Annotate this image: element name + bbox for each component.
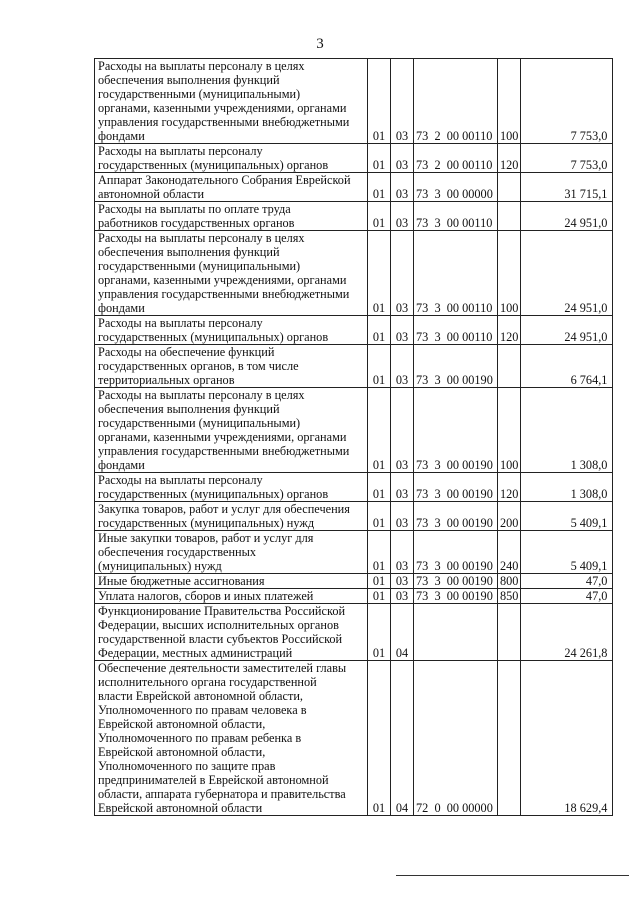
row-amount-cell: 18 629,4 <box>521 661 613 816</box>
row-amount-cell: 24 951,0 <box>521 202 613 231</box>
row-target-article-cell: 73 3 00 00110 <box>414 231 498 316</box>
row-expense-type-cell <box>498 604 521 661</box>
row-name-cell: Закупка товаров, работ и услуг для обеспечения государственных (муниципальных) нужд <box>95 502 368 531</box>
row-name-cell: Иные закупки товаров, работ и услуг для обеспечения государственных (муниципальных) нужд <box>95 531 368 574</box>
row-expense-type-cell: 240 <box>498 531 521 574</box>
row-name-cell: Функционирование Правительства Российской Федерации, высших исполнительных органов государственной власти субъектов Российской Федерации, местных администраций <box>95 604 368 661</box>
row-amount-cell: 24 951,0 <box>521 316 613 345</box>
row-section-cell: 01 <box>368 604 391 661</box>
row-expense-type-cell <box>498 345 521 388</box>
row-subsection-cell: 03 <box>391 59 414 144</box>
table-row <box>95 173 613 202</box>
row-expense-type-cell <box>498 173 521 202</box>
row-expense-type-cell: 200 <box>498 502 521 531</box>
row-amount-cell: 7 753,0 <box>521 144 613 173</box>
row-name-cell: Расходы на обеспечение функций государственных органов, в том числе территориальных органов <box>95 345 368 388</box>
row-name-cell: Иные бюджетные ассигнования <box>95 574 368 589</box>
row-subsection-cell: 03 <box>391 502 414 531</box>
row-target-article-cell: 73 3 00 00190 <box>414 345 498 388</box>
table-row <box>95 661 613 816</box>
row-target-article-cell: 73 3 00 00190 <box>414 473 498 502</box>
row-section-cell: 01 <box>368 589 391 604</box>
row-expense-type-cell <box>498 661 521 816</box>
row-target-article-cell: 73 2 00 00110 <box>414 59 498 144</box>
row-target-article-cell: 73 3 00 00190 <box>414 388 498 473</box>
row-name-cell: Расходы на выплаты персоналу государственных (муниципальных) органов <box>95 473 368 502</box>
row-subsection-cell: 03 <box>391 144 414 173</box>
row-amount-cell: 24 261,8 <box>521 604 613 661</box>
table-row <box>95 388 613 473</box>
row-section-cell: 01 <box>368 502 391 531</box>
row-expense-type-cell: 120 <box>498 144 521 173</box>
row-expense-type-cell: 800 <box>498 574 521 589</box>
row-expense-type-cell: 120 <box>498 473 521 502</box>
table-row <box>95 202 613 231</box>
row-expense-type-cell <box>498 202 521 231</box>
row-section-cell: 01 <box>368 316 391 345</box>
row-subsection-cell: 03 <box>391 574 414 589</box>
row-subsection-cell: 03 <box>391 173 414 202</box>
row-section-cell: 01 <box>368 574 391 589</box>
table-row <box>95 144 613 173</box>
row-target-article-cell: 73 3 00 00190 <box>414 574 498 589</box>
table-row <box>95 345 613 388</box>
table-row <box>95 604 613 661</box>
row-name-cell: Уплата налогов, сборов и иных платежей <box>95 589 368 604</box>
row-amount-cell: 47,0 <box>521 574 613 589</box>
row-target-article-cell: 72 0 00 00000 <box>414 661 498 816</box>
row-name-cell: Аппарат Законодательного Собрания Еврейской автономной области <box>95 173 368 202</box>
table-row <box>95 473 613 502</box>
row-target-article-cell: 73 3 00 00110 <box>414 316 498 345</box>
row-subsection-cell: 03 <box>391 473 414 502</box>
table-row <box>95 59 613 144</box>
row-amount-cell: 47,0 <box>521 589 613 604</box>
row-amount-cell: 6 764,1 <box>521 345 613 388</box>
row-subsection-cell: 03 <box>391 388 414 473</box>
row-target-article-cell <box>414 604 498 661</box>
row-target-article-cell: 73 3 00 00190 <box>414 589 498 604</box>
row-amount-cell: 24 951,0 <box>521 231 613 316</box>
row-section-cell: 01 <box>368 388 391 473</box>
row-name-cell: Расходы на выплаты персоналу в целях обеспечения выполнения функций государственными (муниципальными) органами, казенными учреждениями, органами управления государственными внебюджетными фондами <box>95 231 368 316</box>
row-target-article-cell: 73 3 00 00190 <box>414 502 498 531</box>
row-expense-type-cell: 100 <box>498 59 521 144</box>
row-section-cell: 01 <box>368 144 391 173</box>
page-number: 3 <box>316 36 324 52</box>
row-amount-cell: 1 308,0 <box>521 388 613 473</box>
row-section-cell: 01 <box>368 345 391 388</box>
row-target-article-cell: 73 3 00 00190 <box>414 531 498 574</box>
row-subsection-cell: 03 <box>391 345 414 388</box>
row-amount-cell: 5 409,1 <box>521 531 613 574</box>
budget-table <box>94 58 613 816</box>
row-subsection-cell: 03 <box>391 316 414 345</box>
row-section-cell: 01 <box>368 173 391 202</box>
row-amount-cell: 31 715,1 <box>521 173 613 202</box>
row-amount-cell: 7 753,0 <box>521 59 613 144</box>
row-subsection-cell: 03 <box>391 231 414 316</box>
row-name-cell: Расходы на выплаты персоналу в целях обеспечения выполнения функций государственными (муниципальными) органами, казенными учреждениями, органами управления государственными внебюджетными фондами <box>95 59 368 144</box>
row-amount-cell: 5 409,1 <box>521 502 613 531</box>
row-name-cell: Расходы на выплаты по оплате труда работников государственных органов <box>95 202 368 231</box>
row-subsection-cell: 03 <box>391 589 414 604</box>
table-row <box>95 231 613 316</box>
row-amount-cell: 1 308,0 <box>521 473 613 502</box>
row-target-article-cell: 73 3 00 00110 <box>414 202 498 231</box>
row-expense-type-cell: 100 <box>498 231 521 316</box>
row-section-cell: 01 <box>368 531 391 574</box>
row-target-article-cell: 73 2 00 00110 <box>414 144 498 173</box>
row-name-cell: Расходы на выплаты персоналу государственных (муниципальных) органов <box>95 316 368 345</box>
row-subsection-cell: 04 <box>391 604 414 661</box>
table-body <box>95 59 613 816</box>
table-row <box>95 574 613 589</box>
row-name-cell: Обеспечение деятельности заместителей главы исполнительного органа государственной власти Еврейской автономной области, Уполномоченного по правам человека в Еврейской автономной области, Уполномоченного по правам ребенка в Еврейской автономной области, Уполномоченного по защите прав предпринимателей в Еврейской автономной области, аппарата губернатора и правительства Еврейской автономной области <box>95 661 368 816</box>
table-row <box>95 531 613 574</box>
row-expense-type-cell: 850 <box>498 589 521 604</box>
row-subsection-cell: 03 <box>391 202 414 231</box>
table-row <box>95 502 613 531</box>
row-subsection-cell: 03 <box>391 531 414 574</box>
table-row <box>95 316 613 345</box>
row-name-cell: Расходы на выплаты персоналу в целях обеспечения выполнения функций государственными (муниципальными) органами, казенными учреждениями, органами управления государственными внебюджетными фондами <box>95 388 368 473</box>
row-name-cell: Расходы на выплаты персоналу государственных (муниципальных) органов <box>95 144 368 173</box>
row-section-cell: 01 <box>368 231 391 316</box>
row-target-article-cell: 73 3 00 00000 <box>414 173 498 202</box>
row-section-cell: 01 <box>368 661 391 816</box>
row-section-cell: 01 <box>368 59 391 144</box>
row-subsection-cell: 04 <box>391 661 414 816</box>
table-row <box>95 589 613 604</box>
row-expense-type-cell: 120 <box>498 316 521 345</box>
row-expense-type-cell: 100 <box>498 388 521 473</box>
footer-line <box>396 875 629 876</box>
row-section-cell: 01 <box>368 473 391 502</box>
row-section-cell: 01 <box>368 202 391 231</box>
